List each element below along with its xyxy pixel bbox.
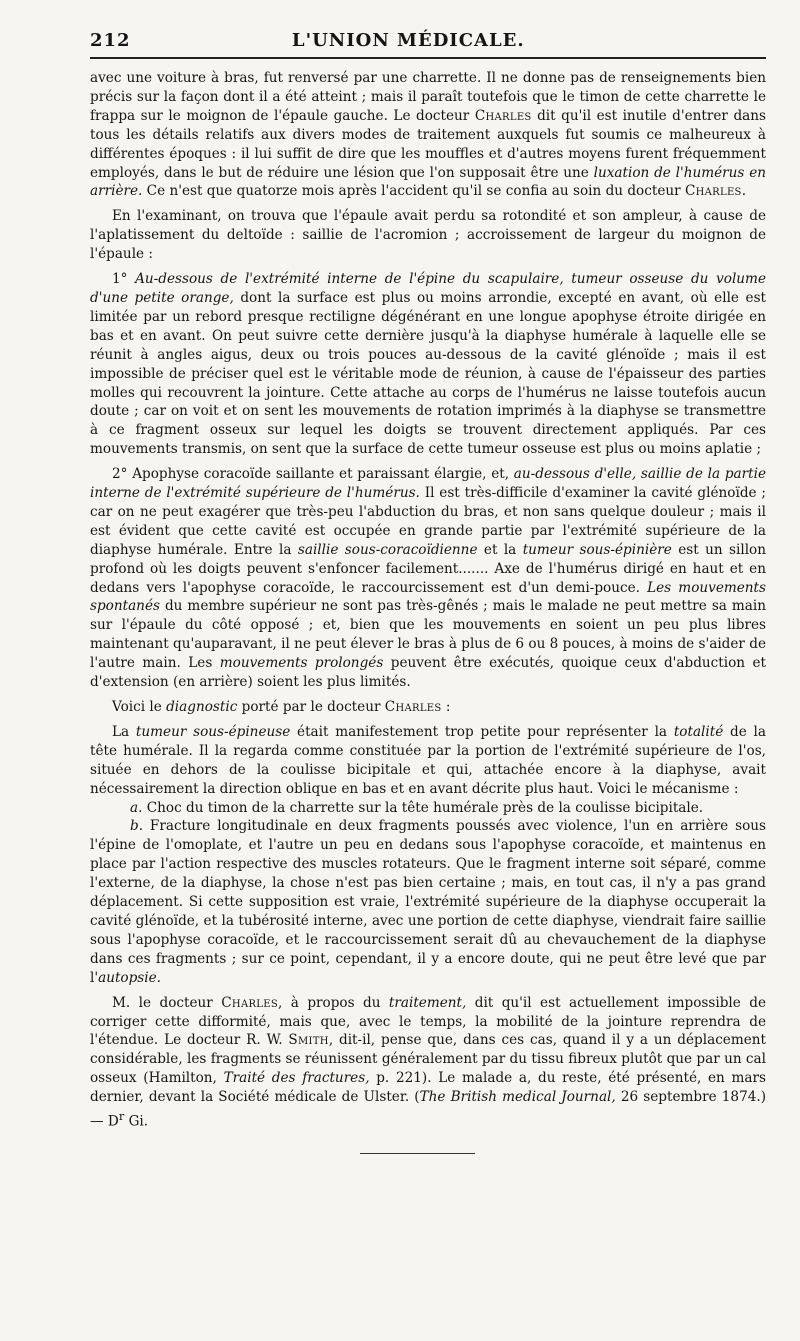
text-run: Gi. [124,1113,149,1130]
text-run: La [112,723,136,740]
text-run: de la tête humérale. Il la regarda comme constituée par la portion de l'extrémité supérieure de l'os, située en dehors de la coulisse bicipitale et qui, attachée encore à la diaphyse, avait nécessairement la direction oblique en bas et en avant décrite plus haut. Voici le mécanisme : [90,723,767,797]
paragraph [90,994,766,1132]
italic-run: luxation de l'humérus en arrière. [90,164,766,200]
italic-run: autopsie. [98,969,161,986]
author-name: Charles [684,183,742,200]
italic-run: The British medical Journal, [419,1089,616,1106]
text-run: p. 221). Le malade a, du reste, été présenté, en mars dernier, devant la Société médicale de Ulster. ( [90,1070,766,1106]
text-run: , dit-il, pense que, dans ces cas, quand il y a un déplacement considérable, les fragments se réunissent généralement par du tissu fibreux plutôt que par un cal osseux (Hamilton, [90,1032,767,1087]
italic-run: saillie sous-coracoïdienne [297,541,478,558]
paragraph [90,799,766,818]
text-run: 26 septembre 1874.) — D [90,1089,766,1130]
italic-run: traitement, [388,994,467,1011]
italic-run: totalité [673,723,724,740]
text-run: peuvent être exécutés, quoique ceux d'abduction et d'extension (en arrière) soient les plus limités. [90,655,766,691]
text-run: Fracture longitudinale en deux fragments poussés avec violence, l'un en arrière sous l'épine de l'omoplate, et l'autre un peu en dedans sous l'apophyse coracoïde, et maintenus en place par l'action respective des muscles rotateurs. Que le fragment interne soit séparé, comme l'externe, de la diaphyse, la chose n'est pas bien certaine ; mais, en tout cas, il n'y a pas grand déplacement. Si cette supposition est vraie, l'extrémité supérieure de la diaphyse occuperait la cavité glénoïde, et la tubérosité interne, avec une portion de cette diaphyse, viendrait faire saillie sous l'apophyse coracoïde, et le raccourcissement serait dû au chevauchement de la diaphyse dans ces fragments ; sur ce point, cependant, il y a encore doute, qui ne peut être levé que par l' [90,818,766,986]
text-run: dont la surface est plus ou moins arrondie, excepté en avant, où elle est limitée par un rebord presque rectiligne dégénérant en une longue apophyse étroite dirigée en bas et en avant. On peut suivre cette dernière jusqu'à la diaphyse humérale à laquelle elle se réunit à angles aigus, deux ou trois pouces au-dessous de la cavité glénoïde ; mais il est impossible de préciser quel est le véritable mode de réunion, à cause de l'épaisseur des parties molles qui recouvrent la jointure. Cette attache au corps de l'humérus ne laisse toutefois aucun doute ; car on voit et on sent les mouvements de rotation imprimés à la diaphyse se transmettre à ce fragment osseux sur lequel les doigts se trouvent directement appliqués. Par ces mouvements transmis, on sent que la surface de cette tumeur osseuse est plus ou moins aplatie ; [90,289,767,458]
page-number: 212 [90,30,131,51]
page-header [90,30,766,51]
text-run: Ce n'est que quatorze mois après l'accident qu'il se confia au soin du docteur [142,183,685,200]
text-run: Voici le [112,699,167,715]
text-run: Il est très-difficile d'examiner la cavité glénoïde ; car on ne peut exagérer que très-peu l'abduction du bras, et non sans quelque douleur ; mais il est évident que cette cavité est occupée en grande partie par l'extrémité supérieure de la diaphyse humérale. Entre la [90,485,766,558]
italic-run: tumeur sous-épinière [522,541,672,558]
superscript: r [118,1109,125,1124]
text-run: , à propos du [278,994,389,1011]
text-run: Choc du timon de la charrette sur la tête humérale près de la coulisse bicipitale. [142,799,704,816]
paragraph [90,270,766,459]
running-title: L'UNION MÉDICALE. [291,30,525,51]
author-name: Charles [221,994,278,1011]
text-run: était manifestement trop petite pour représenter la [290,723,674,740]
text-run: : [441,699,451,715]
text-run: porté par le docteur [237,699,385,715]
italic-run: Au-dessous de l'extrémité interne de l'épine du scapulaire, tumeur osseuse du volume d'une petite orange, [90,271,766,306]
text-run: et la [477,541,523,558]
italic-run: Traité des fractures, [223,1070,370,1087]
author-name: Charles [384,699,442,715]
text-run: . [741,183,747,200]
italic-run: Les mouvements spontanés [90,579,766,615]
paragraph [90,723,766,799]
author-name: Smith [288,1032,329,1049]
paragraph [90,465,766,692]
italic-run: au-dessous d'elle, saillie de la partie interne de l'extrémité supérieure de l'humérus. [90,466,766,502]
article-body [90,69,766,1154]
text-run: du membre supérieur ne sont pas très-gênés ; mais le malade ne peut mettre sa main sur l'épaule du côté opposé ; et, bien que les mouvements en soient un peu plus libres maintenant qu'auparavant, il ne peut élever le bras à plus de 6 ou 8 pouces, à moins de s'aider de l'autre main. Les [90,598,766,672]
paragraph [90,817,766,987]
paragraph: En l'examinant, on trouva que l'épaule avait perdu sa rotondité et son ampleur, à cause de l'aplatissement du deltoïde : saillie de l'acromion ; accroissement de largeur du moignon de l'épaule : [90,208,766,263]
text-run: M. le docteur [112,994,222,1011]
text-run: Apophyse coracoïde saillante et paraissant élargie, et, [132,466,514,483]
italic-run: mouvements prolongés [219,655,384,672]
text-run: avec une voiture à bras, fut renversé par une charrette. Il ne donne pas de renseignements bien précis sur la façon dont il a été atteint ; mais il paraît toutefois que le timon de cette charrette le frappa sur le moignon de l'épaule gauche. Le docteur [90,70,766,124]
item-number: 2° [112,466,133,483]
text-run: dit qu'il est actuellement impossible de corriger cette difformité, mais que, avec le temps, la mobilité de la jointure reprendra de l'étendue. Le docteur R. W. [90,994,766,1049]
header-rule [90,57,766,59]
italic-run: tumeur sous-épineuse [135,723,291,740]
text-run: dit qu'il est inutile d'entrer dans tous les détails relatifs aux divers modes de traitement auxquels fut soumis ce malheureux à différentes époques : il lui suffit de dire que les mouffles et d'autres moyens furent fréquemment employés, dans le but de réduire une lésion que l'on supposait être une [90,107,766,181]
end-rule [360,1153,475,1154]
item-label: b. [130,818,144,835]
text-run: est un sillon profond où les doigts peuvent s'enfoncer facilement....... Axe de l'humérus dirigé en haut et en dedans vers l'apophyse coracoïde, le raccourcissement est d'un demi-pouce. [90,541,766,596]
italic-run: diagnostic [166,699,238,715]
item-number: 1° [112,271,136,288]
author-name: Charles [474,107,532,124]
paragraph [90,69,766,201]
paragraph [90,698,766,717]
item-label: a. [130,799,143,816]
